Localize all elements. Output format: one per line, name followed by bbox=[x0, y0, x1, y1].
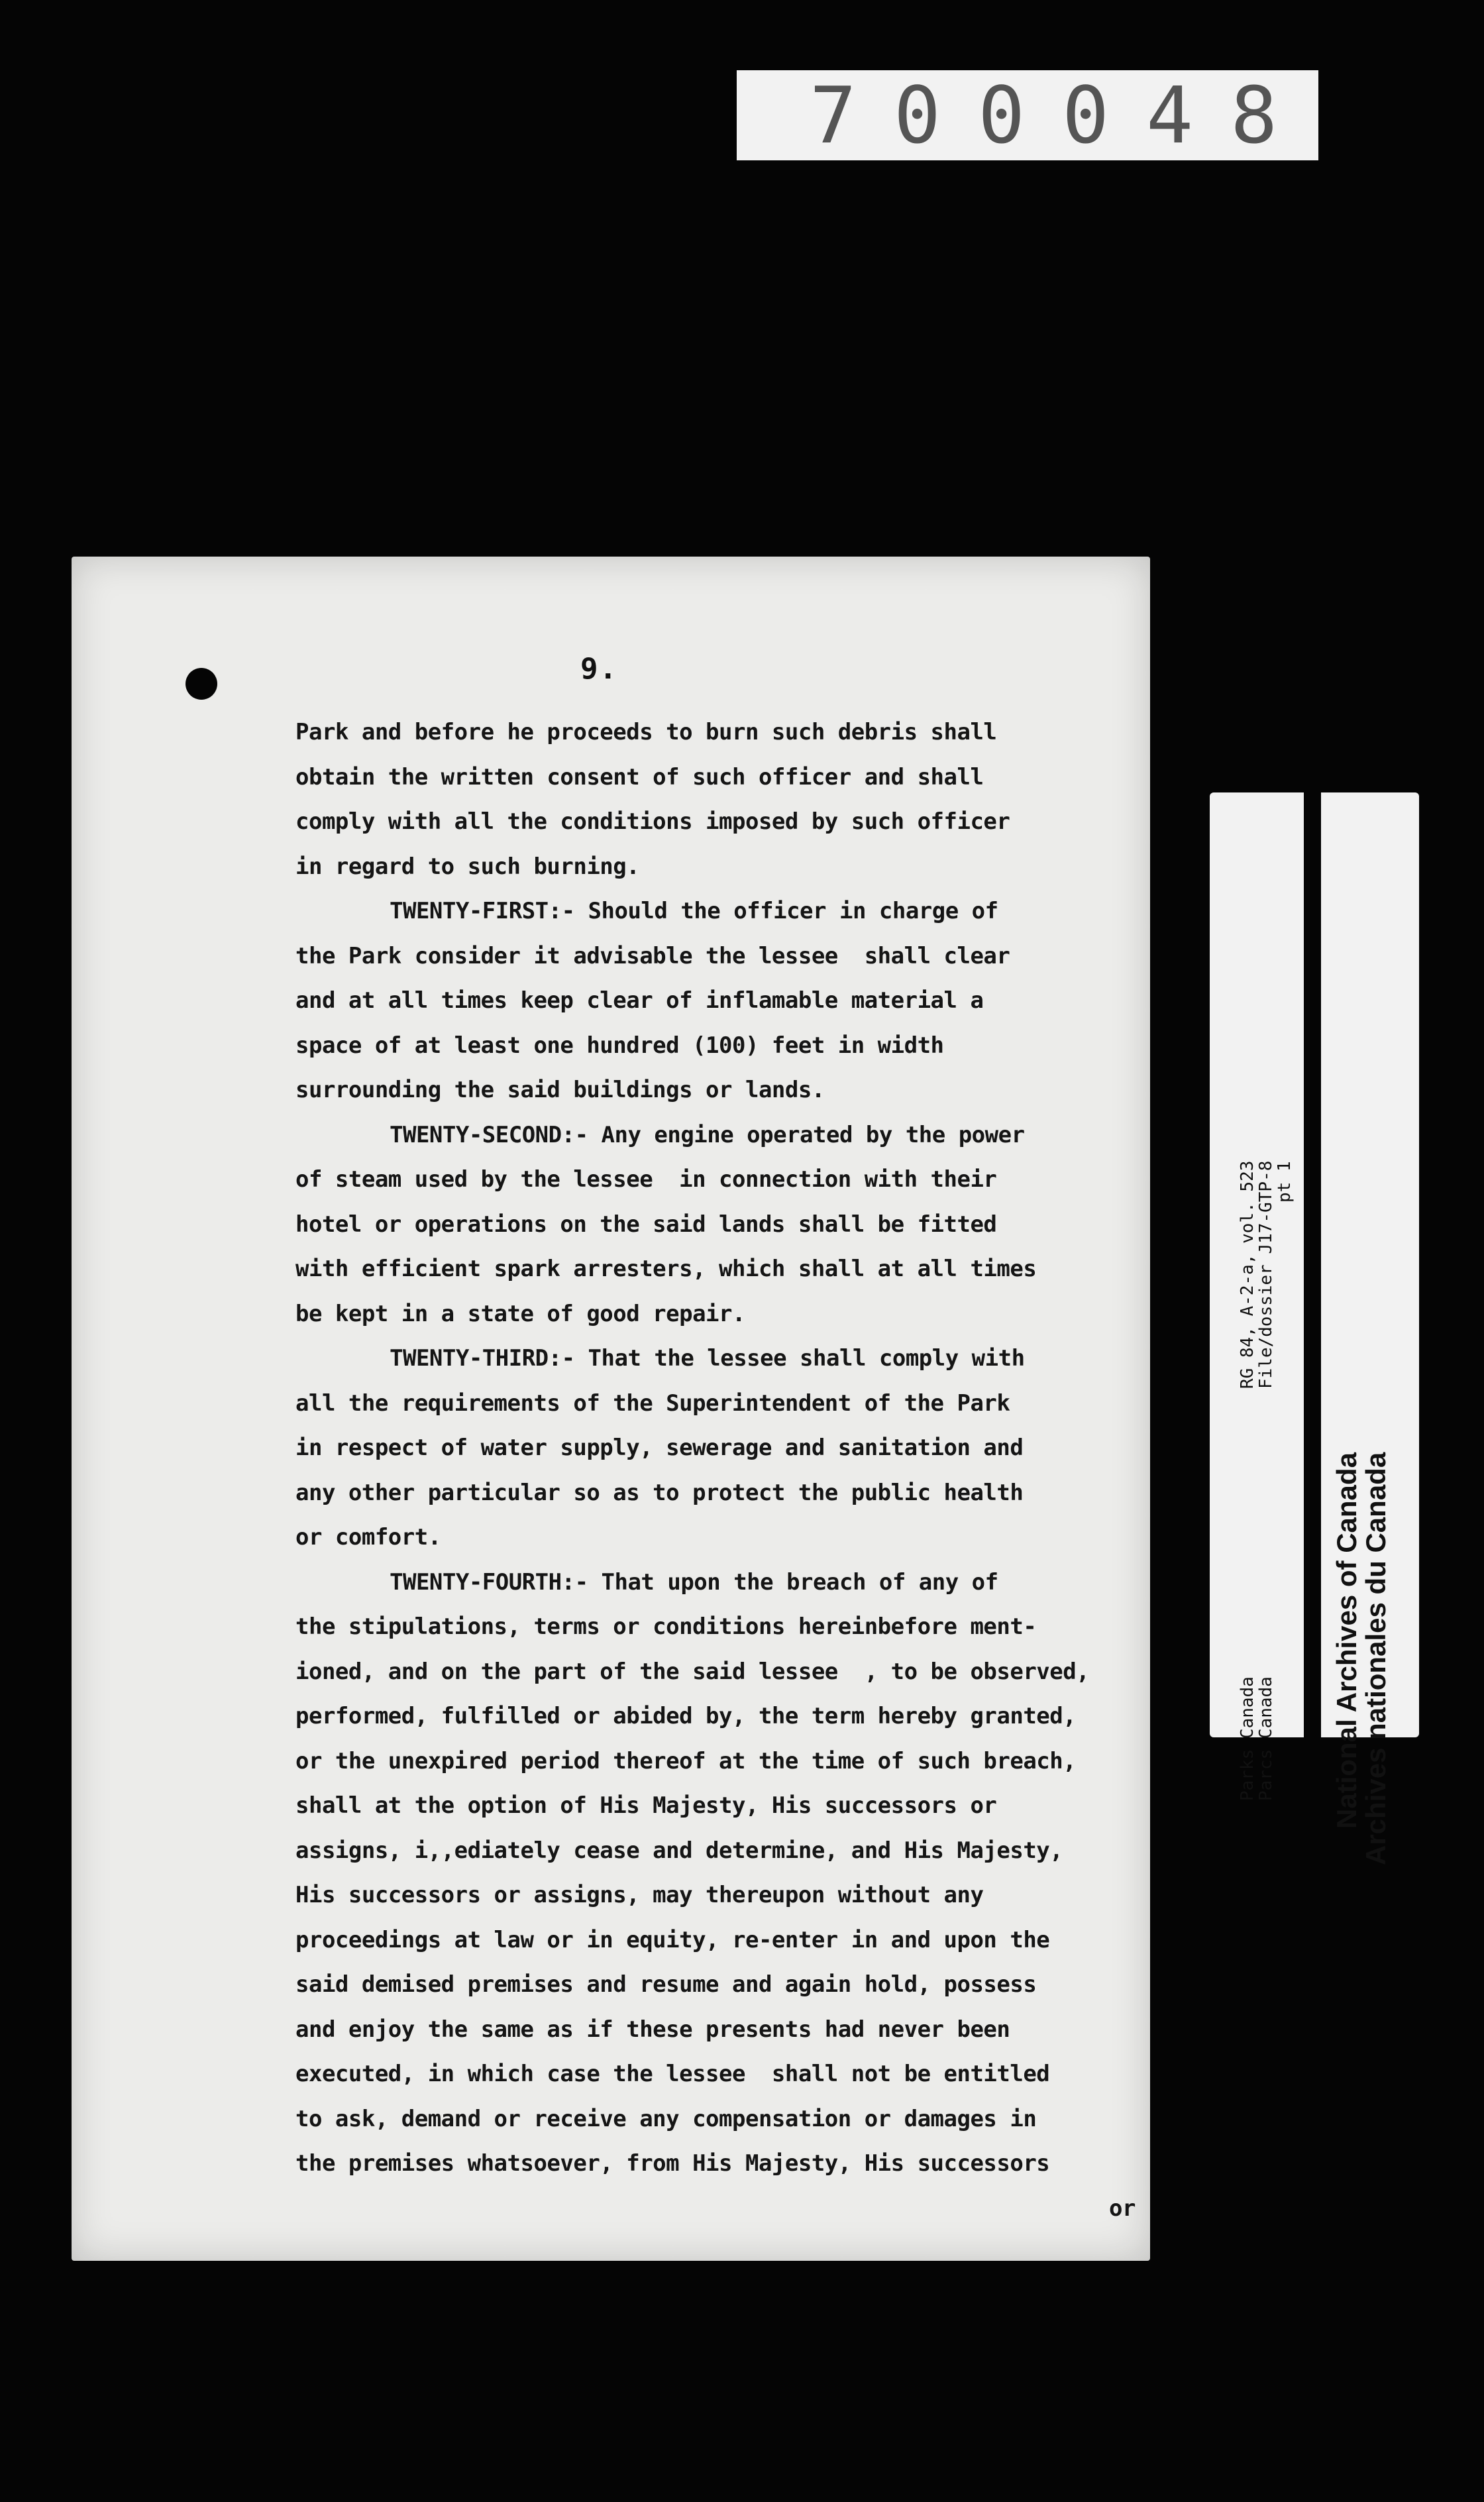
text-line: TWENTY-FIRST:- Should the officer in charge of bbox=[390, 898, 998, 924]
text-line: in regard to such burning. bbox=[295, 853, 640, 880]
text-line: the stipulations, terms or conditions hereinbefore ment- bbox=[295, 1613, 1037, 1640]
text-line: surrounding the said buildings or lands. bbox=[295, 1077, 825, 1103]
text-line: assigns, i,,ediately cease and determine, and His Majesty, bbox=[295, 1837, 1063, 1864]
file-reference-line: File/dossier J17-GTP-8 bbox=[1256, 1160, 1276, 1389]
text-line: shall at the option of His Majesty, His successors or bbox=[295, 1792, 997, 1819]
text-line: ioned, and on the part of the said lessee , to be observed, bbox=[295, 1658, 1090, 1685]
text-line: TWENTY-THIRD:- That the lessee shall comply with bbox=[390, 1345, 1025, 1372]
text-line: executed, in which case the lessee shall not be entitled bbox=[295, 2061, 1050, 2087]
text-line: obtain the written consent of such officer and shall bbox=[295, 763, 984, 790]
frame-number: 700048 bbox=[737, 70, 1318, 160]
department-name-en: Parks Canada bbox=[1238, 1676, 1257, 1801]
text-line: comply with all the conditions imposed by such officer bbox=[295, 808, 1010, 835]
typewritten-text bbox=[295, 710, 1157, 2231]
document-page bbox=[72, 557, 1150, 2261]
text-line: performed, fulfilled or abided by, the term hereby granted, bbox=[295, 1703, 1077, 1729]
text-line: the Park consider it advisable the lessee shall clear bbox=[295, 942, 1010, 969]
archive-name-fr: Archives nationales du Canada bbox=[1360, 1452, 1391, 1865]
text-line: with efficient spark arresters, which shall at all times bbox=[295, 1256, 1037, 1282]
department-name-fr: Parcs Canada bbox=[1256, 1676, 1276, 1801]
punch-hole bbox=[186, 668, 217, 700]
text-line: to ask, demand or receive any compensation or damages in bbox=[295, 2105, 1037, 2132]
text-line: or the unexpired period thereof at the time of such breach, bbox=[295, 1747, 1077, 1774]
text-line: space of at least one hundred (100) feet in width bbox=[295, 1032, 944, 1059]
text-line: in respect of water supply, sewerage and sanitation and bbox=[295, 1435, 1024, 1461]
text-line: and at all times keep clear of inflamable material a bbox=[295, 987, 984, 1014]
text-line: hotel or operations on the said lands shall be fitted bbox=[295, 1211, 997, 1238]
text-line: be kept in a state of good repair. bbox=[295, 1300, 745, 1327]
text-line: the premises whatsoever, from His Majesty, His successors bbox=[295, 2150, 1050, 2177]
file-reference-line: RG 84, A-2-a, vol. 523 bbox=[1238, 1160, 1257, 1389]
text-line: and enjoy the same as if these presents had never been bbox=[295, 2016, 1010, 2043]
text-line: or comfort. bbox=[295, 1524, 441, 1550]
text-line: any other particular so as to protect the public health bbox=[295, 1479, 1024, 1506]
text-line: of steam used by the lessee in connection with their bbox=[295, 1166, 997, 1193]
archive-name-en: National Archives of Canada bbox=[1331, 1452, 1362, 1829]
text-line: Park and before he proceeds to burn such debris shall bbox=[295, 719, 997, 745]
page-number: 9. bbox=[580, 652, 618, 686]
text-line: all the requirements of the Superintendent of the Park bbox=[295, 1389, 1010, 1417]
label-divider bbox=[1304, 792, 1321, 1737]
text-line: said demised premises and resume and again hold, possess bbox=[295, 1971, 1037, 1998]
text-line: or bbox=[1109, 2195, 1136, 2222]
text-line: TWENTY-SECOND:- Any engine operated by the power bbox=[390, 1121, 1025, 1148]
text-line: TWENTY-FOURTH:- That upon the breach of any of bbox=[390, 1568, 998, 1596]
file-reference-line: pt 1 bbox=[1275, 1161, 1295, 1203]
text-line: proceedings at law or in equity, re-enter in and upon the bbox=[295, 1926, 1050, 1953]
text-line: His successors or assigns, may thereupon without any bbox=[295, 1882, 984, 1908]
